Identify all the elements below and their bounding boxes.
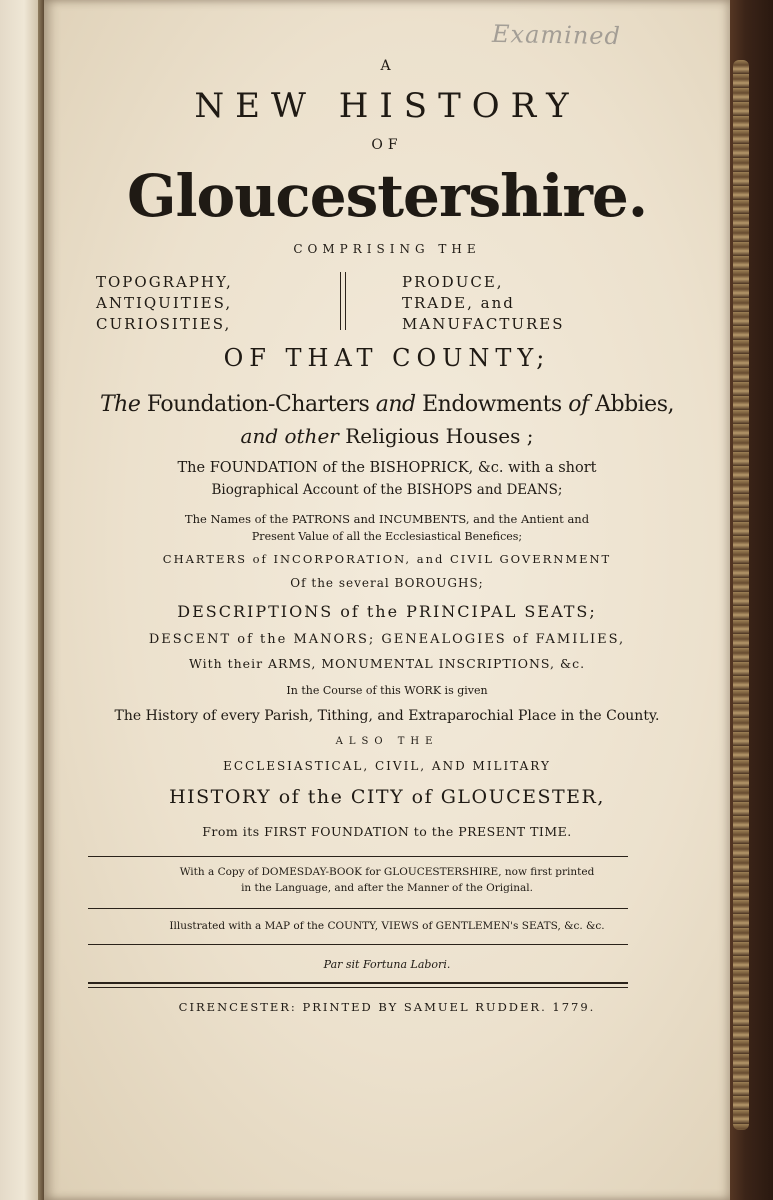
of-that-county: OF THAT COUNTY;: [223, 344, 551, 372]
present-value-line: Present Value of all the Ecclesiastical Benefices;: [251, 530, 523, 543]
domesday-line-1: With a Copy of DOMESDAY-BOOK for GLOUCESTERSHIRE, now first printed: [179, 866, 595, 878]
also-the: ALSO THE: [335, 736, 439, 747]
comprising-left-column: [96, 272, 326, 335]
title-article: A: [380, 58, 394, 74]
divider-double-rule: [88, 987, 628, 988]
history-city-line: HISTORY of the CITY of GLOUCESTER,: [169, 786, 605, 808]
foundation-charters-line: The Foundation-Charters and Endowments of Abbies,: [100, 392, 674, 417]
ecclesiastical-line: ECCLESIASTICAL, CIVIL, AND MILITARY: [223, 759, 551, 773]
course-line: In the Course of this WORK is given: [286, 684, 488, 697]
arms-line: With their ARMS, MONUMENTAL INSCRIPTIONS, &c.: [188, 656, 586, 671]
comprising-right-column: [402, 272, 652, 335]
left-item: ANTIQUITIES,: [96, 294, 233, 312]
boroughs-line: Of the several BOROUGHS;: [290, 576, 484, 590]
domesday-line-2: in the Language, and after the Manner of the Original.: [241, 882, 533, 894]
title-new-history: NEW HISTORY: [194, 86, 580, 126]
parish-line: The History of every Parish, Tithing, and Extraparochial Place in the County.: [114, 708, 660, 724]
biographical-line: Biographical Account of the BISHOPS and DEANS;: [211, 482, 563, 498]
from-line: From its FIRST FOUNDATION to the PRESENT TIME.: [202, 824, 572, 839]
charters-line: CHARTERS of INCORPORATION, and CIVIL GOVERNMENT: [162, 552, 612, 566]
right-item: TRADE, and: [402, 294, 515, 312]
divider-rule: [88, 908, 628, 909]
bishoprick-line: The FOUNDATION of the BISHOPRICK, &c. with a short: [177, 460, 597, 476]
column-divider: [340, 272, 346, 330]
right-item: PRODUCE,: [402, 273, 504, 291]
descent-line: DESCENT of the MANORS; GENEALOGIES of FAMILIES,: [148, 632, 626, 647]
divider-rule: [88, 856, 628, 857]
pencil-annotation: Examined: [491, 19, 622, 51]
left-item: TOPOGRAPHY,: [96, 273, 233, 291]
divider-double-rule: [88, 982, 628, 984]
left-item: CURIOSITIES,: [96, 315, 232, 333]
title-page: [44, 0, 730, 1200]
imprint: CIRENCESTER: PRINTED BY SAMUEL RUDDER. 1779.: [178, 1000, 596, 1014]
motto: Par sit Fortuna Labori.: [323, 958, 451, 971]
divider-rule: [88, 944, 628, 945]
illustrated-line: Illustrated with a MAP of the COUNTY, VIEWS of GENTLEMEN's SEATS, &c. &c.: [169, 920, 605, 932]
patrons-line: The Names of the PATRONS and INCUMBENTS, and the Antient and: [184, 512, 590, 526]
spine-decoration: [733, 60, 749, 1130]
right-item: MANUFACTURES: [402, 315, 565, 333]
religious-houses-line: and other Religious Houses ;: [240, 424, 534, 448]
title-of: OF: [371, 137, 403, 153]
title-county: Gloucestershire.: [126, 162, 648, 230]
comprising-heading: COMPRISING THE: [293, 242, 481, 256]
descriptions-line: DESCRIPTIONS of the PRINCIPAL SEATS;: [177, 602, 597, 621]
